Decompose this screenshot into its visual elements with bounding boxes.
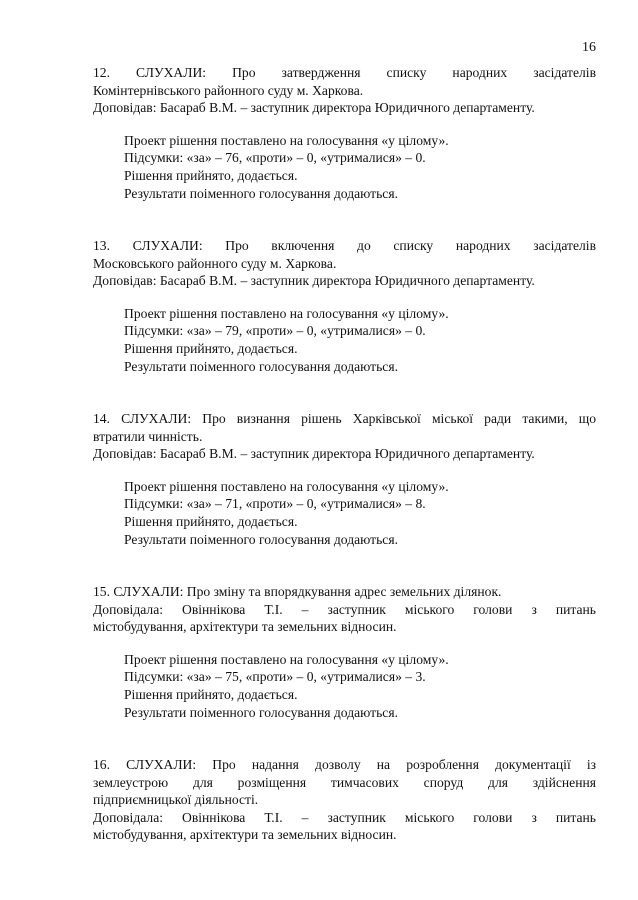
item-heading-line: Московського районного суду м. Харкова. [93, 255, 337, 271]
item-heading-line: 15. СЛУХАЛИ: Про зміну та впорядкування адрес земельних ділянок. [93, 584, 502, 599]
speaker-line: Доповідав: Басараб В.М. – заступник директора Юридичного департаменту. [93, 273, 535, 289]
item-heading-line: підприємницької діяльності. [93, 792, 259, 808]
decision-line: Рішення прийнято, додається. [124, 340, 298, 356]
item-heading-line: 16. СЛУХАЛИ: Про надання дозволу на розроблення документації із [93, 757, 596, 772]
decision-line: Підсумки: «за» – 79, «проти» – 0, «утрималися» – 0. [124, 323, 426, 339]
decision-line: Результати поіменного голосування додаються. [124, 358, 398, 374]
decision-line: Проект рішення поставлено на голосування «у цілому». [124, 305, 449, 321]
decision-line: Підсумки: «за» – 76, «проти» – 0, «утрималися» – 0. [124, 150, 426, 166]
decision-line: Підсумки: «за» – 75, «проти» – 0, «утрималися» – 3. [124, 669, 426, 685]
decision-line: Рішення прийнято, додається. [124, 167, 298, 183]
item-heading-line: Комінтернівського районного суду м. Харкова. [93, 82, 364, 98]
decision-line: Рішення прийнято, додається. [124, 513, 298, 529]
speaker-line: Доповідав: Басараб В.М. – заступник директора Юридичного департаменту. [93, 100, 535, 116]
item-heading-line: 13. СЛУХАЛИ: Про включення до списку народних засідателів [93, 238, 596, 253]
item-heading-line: землеустрою для розміщення тимчасових споруд для здійснення [93, 774, 596, 790]
speaker-line: містобудування, архітектури та земельних відносин. [93, 619, 397, 635]
item-heading-line: втратили чинність. [93, 428, 203, 444]
agenda-item [93, 237, 596, 375]
speaker-line: містобудування, архітектури та земельних відносин. [93, 827, 397, 843]
speaker-line: Доповідала: Овіннікова Т.І. – заступник міського голови з питань [93, 809, 596, 825]
decision-line: Проект рішення поставлено на голосування «у цілому». [124, 478, 449, 494]
item-heading-line: 12. СЛУХАЛИ: Про затвердження списку народних засідателів [93, 65, 596, 80]
decision-line: Рішення прийнято, додається. [124, 686, 298, 702]
agenda-item [93, 756, 596, 844]
decision-line: Проект рішення поставлено на голосування «у цілому». [124, 132, 449, 148]
page-number: 16 [582, 40, 596, 55]
decision-line: Проект рішення поставлено на голосування «у цілому». [124, 651, 449, 667]
speaker-line: Доповідав: Басараб В.М. – заступник директора Юридичного департаменту. [93, 446, 535, 462]
decision-line: Результати поіменного голосування додаються. [124, 704, 398, 720]
agenda-item [93, 583, 596, 721]
agenda-item [93, 64, 596, 202]
agenda-item [93, 410, 596, 548]
decision-line: Результати поіменного голосування додаються. [124, 531, 398, 547]
speaker-line: Доповідала: Овіннікова Т.І. – заступник міського голови з питань [93, 601, 596, 617]
item-heading-line: 14. СЛУХАЛИ: Про визнання рішень Харківської міської ради такими, що [93, 411, 596, 426]
decision-line: Результати поіменного голосування додаються. [124, 185, 398, 201]
decision-line: Підсумки: «за» – 71, «проти» – 0, «утрималися» – 8. [124, 496, 426, 512]
